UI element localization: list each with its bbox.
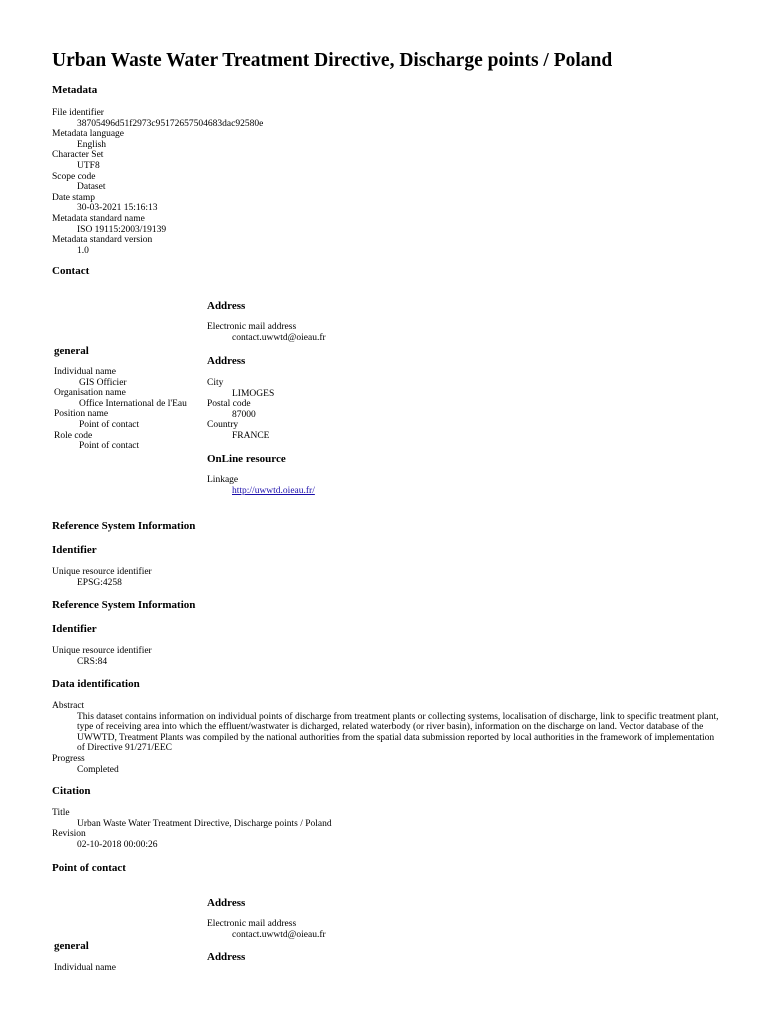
online-resource-block bbox=[207, 475, 315, 496]
progress-value: Completed bbox=[77, 764, 119, 775]
metadata-heading: Metadata bbox=[52, 84, 98, 96]
contact-general-fields bbox=[54, 367, 187, 452]
contact-general-heading: general bbox=[54, 345, 89, 357]
revision-label: Revision bbox=[52, 829, 86, 840]
page-title: Urban Waste Water Treatment Directive, Discharge points / Poland bbox=[52, 50, 613, 71]
field-label: Character Set bbox=[52, 150, 104, 161]
field-value: 30-03-2021 15:16:13 bbox=[77, 203, 158, 214]
point-of-contact-heading: Point of contact bbox=[52, 862, 126, 874]
field-label: Metadata language bbox=[52, 129, 125, 140]
field-label: Metadata standard name bbox=[52, 213, 145, 224]
unique-id-label: Unique resource identifier bbox=[52, 567, 152, 577]
field-label: File identifier bbox=[52, 108, 104, 118]
field-value: Dataset bbox=[77, 182, 106, 193]
postal-code-value: 87000 bbox=[232, 409, 256, 420]
field-value: 1.0 bbox=[77, 245, 89, 256]
field-value: English bbox=[77, 139, 107, 150]
unique-id-value: CRS:84 bbox=[77, 656, 108, 667]
field-label: Scope code bbox=[52, 171, 96, 182]
citation-title-value: Urban Waste Water Treatment Directive, Discharge points / Poland bbox=[77, 818, 332, 829]
poc-individual-name-label: Individual name bbox=[54, 963, 116, 973]
position-label: Position name bbox=[54, 409, 109, 420]
individual-name-value: GIS Officier bbox=[79, 377, 127, 388]
field-label: Metadata standard version bbox=[52, 235, 153, 246]
ref-system-heading: Reference System Information bbox=[52, 599, 196, 611]
poc-email-block bbox=[207, 919, 326, 940]
poc-email-label: Electronic mail address bbox=[207, 919, 297, 929]
poc-general-heading: general bbox=[54, 940, 89, 952]
linkage-link[interactable]: http://uwwtd.oieau.fr/ bbox=[232, 485, 315, 496]
organisation-label: Organisation name bbox=[54, 388, 126, 399]
field-value: UTF8 bbox=[77, 160, 100, 171]
ref-system-heading: Reference System Information bbox=[52, 520, 196, 532]
citation-heading: Citation bbox=[52, 785, 91, 797]
contact-email-block bbox=[207, 322, 326, 343]
progress-label: Progress bbox=[52, 753, 85, 764]
abstract-label: Abstract bbox=[52, 701, 85, 711]
ref-system-fields bbox=[52, 646, 152, 667]
role-value: Point of contact bbox=[79, 441, 140, 452]
email-value: contact.uwwtd@oieau.fr bbox=[232, 332, 326, 343]
citation-fields bbox=[52, 808, 332, 850]
contact-address-heading: Address bbox=[207, 300, 246, 312]
citation-title-label: Title bbox=[52, 808, 70, 818]
ref-identifier-heading: Identifier bbox=[52, 544, 97, 556]
organisation-value: Office International de l'Eau bbox=[79, 398, 187, 409]
individual-name-label: Individual name bbox=[54, 367, 116, 377]
field-label: Date stamp bbox=[52, 192, 96, 203]
revision-value: 02-10-2018 00:00:26 bbox=[77, 839, 158, 850]
city-label: City bbox=[207, 378, 224, 388]
ref-identifier-heading: Identifier bbox=[52, 623, 97, 635]
field-value: ISO 19115:2003/19139 bbox=[77, 224, 167, 235]
linkage-label: Linkage bbox=[207, 475, 239, 485]
online-resource-heading: OnLine resource bbox=[207, 453, 286, 465]
ref-system-fields bbox=[52, 567, 152, 588]
data-identification-fields bbox=[52, 701, 724, 775]
data-identification-heading: Data identification bbox=[52, 678, 140, 690]
poc-address-heading: Address bbox=[207, 897, 246, 909]
email-label: Electronic mail address bbox=[207, 322, 297, 332]
position-value: Point of contact bbox=[79, 419, 140, 430]
country-value: FRANCE bbox=[232, 430, 270, 441]
field-value: 38705496d51f2973c95172657504683dac92580e bbox=[77, 118, 264, 129]
city-value: LIMOGES bbox=[232, 388, 275, 399]
role-label: Role code bbox=[54, 430, 93, 441]
unique-id-value: EPSG:4258 bbox=[77, 577, 122, 588]
abstract-value: This dataset contains information on individual points of discharge from treatment plants or collecting systems, localisation of discharge, link to specific treatment plant, type of receiving area into which the effluent/wastwater is dicharged, related waterbody (or river basin), information on the discharge on land. Vector database of the UWWTD, Treatment Plants was compiled by the national authorities from the spatial data submission reported by local authorities in the framework of implementation of Directive 91/271/EEC bbox=[77, 711, 719, 754]
contact-address2-heading: Address bbox=[207, 355, 246, 367]
contact-address-block bbox=[207, 378, 274, 442]
linkage-value bbox=[207, 486, 315, 497]
unique-id-label: Unique resource identifier bbox=[52, 646, 152, 656]
country-label: Country bbox=[207, 420, 239, 431]
poc-email-value: contact.uwwtd@oieau.fr bbox=[232, 929, 326, 940]
poc-address2-heading: Address bbox=[207, 951, 246, 963]
metadata-fields bbox=[52, 108, 263, 256]
postal-code-label: Postal code bbox=[207, 399, 251, 410]
contact-heading: Contact bbox=[52, 265, 90, 277]
